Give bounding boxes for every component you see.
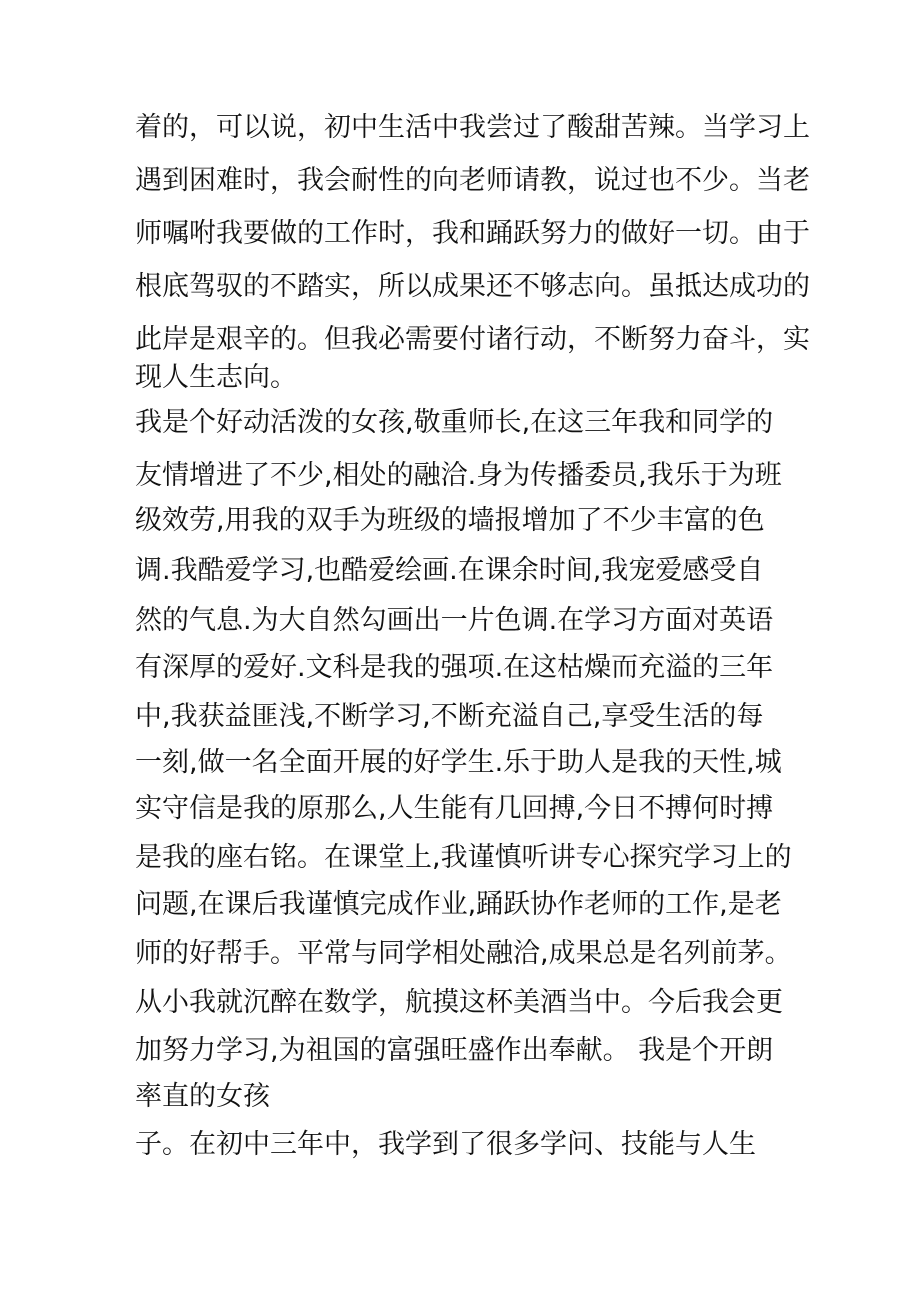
text-line: 从小我就沉醉在数学，航摸这杯美酒当中。今后我会更 bbox=[135, 987, 783, 1018]
text-line: 此岸是艰辛的。但我必需要付诸行动，不断努力奋斗，实 bbox=[135, 324, 810, 355]
text-line: 然的气息.为大自然勾画出一片色调.在学习方面对英语 bbox=[135, 605, 774, 636]
text-line: 中,我获益匪浅,不断学习,不断充溢自己,享受生活的每 bbox=[135, 701, 764, 732]
text-line: 着的，可以说，初中生活中我尝过了酸甜苦辣。当学习上 bbox=[135, 112, 810, 143]
text-line: 级效劳,用我的双手为班级的墙报增加了不少丰富的色 bbox=[135, 505, 765, 536]
text-line: 子。在初中三年中，我学到了很多学问、技能与人生 bbox=[135, 1129, 756, 1160]
text-line: 师的好帮手。平常与同学相处融洽,成果总是名列前茅。 bbox=[135, 938, 792, 969]
text-line: 有深厚的爱好.文科是我的强项.在这枯燥而充溢的三年 bbox=[135, 652, 774, 683]
text-line: 我是个好动活泼的女孩,敬重师长,在这三年我和同学的 bbox=[135, 407, 774, 438]
text-line: 根底驾驭的不踏实，所以成果还不够志向。虽抵达成功的 bbox=[135, 271, 810, 302]
text-line: 问题,在课后我谨慎完成作业,踊跃协作老师的工作,是老 bbox=[135, 889, 782, 920]
text-line: 率直的女孩 bbox=[135, 1081, 270, 1112]
text-line: 加努力学习,为祖国的富强旺盛作出奉献。 我是个开朗 bbox=[135, 1035, 774, 1066]
text-line: 调.我酷爱学习,也酷爱绘画.在课余时间,我宠爱感受自 bbox=[135, 555, 764, 586]
text-line: 实守信是我的原那么,人生能有几回搏,今日不搏何时搏 bbox=[135, 793, 774, 824]
text-line: 是我的座右铭。在课堂上,我谨慎听讲专心探究学习上的 bbox=[135, 842, 792, 873]
text-line: 现人生志向。 bbox=[135, 362, 297, 393]
text-line: 一刻,做一名全面开展的好学生.乐于助人是我的天性,城 bbox=[135, 747, 782, 778]
text-line: 友情增进了不少,相处的融洽.身为传播委员,我乐于为班 bbox=[135, 460, 782, 491]
text-line: 遇到困难时，我会耐性的向老师请教，说过也不少。当老 bbox=[135, 165, 810, 196]
text-line: 师嘱咐我要做的工作时，我和踊跃努力的做好一切。由于 bbox=[135, 218, 810, 249]
